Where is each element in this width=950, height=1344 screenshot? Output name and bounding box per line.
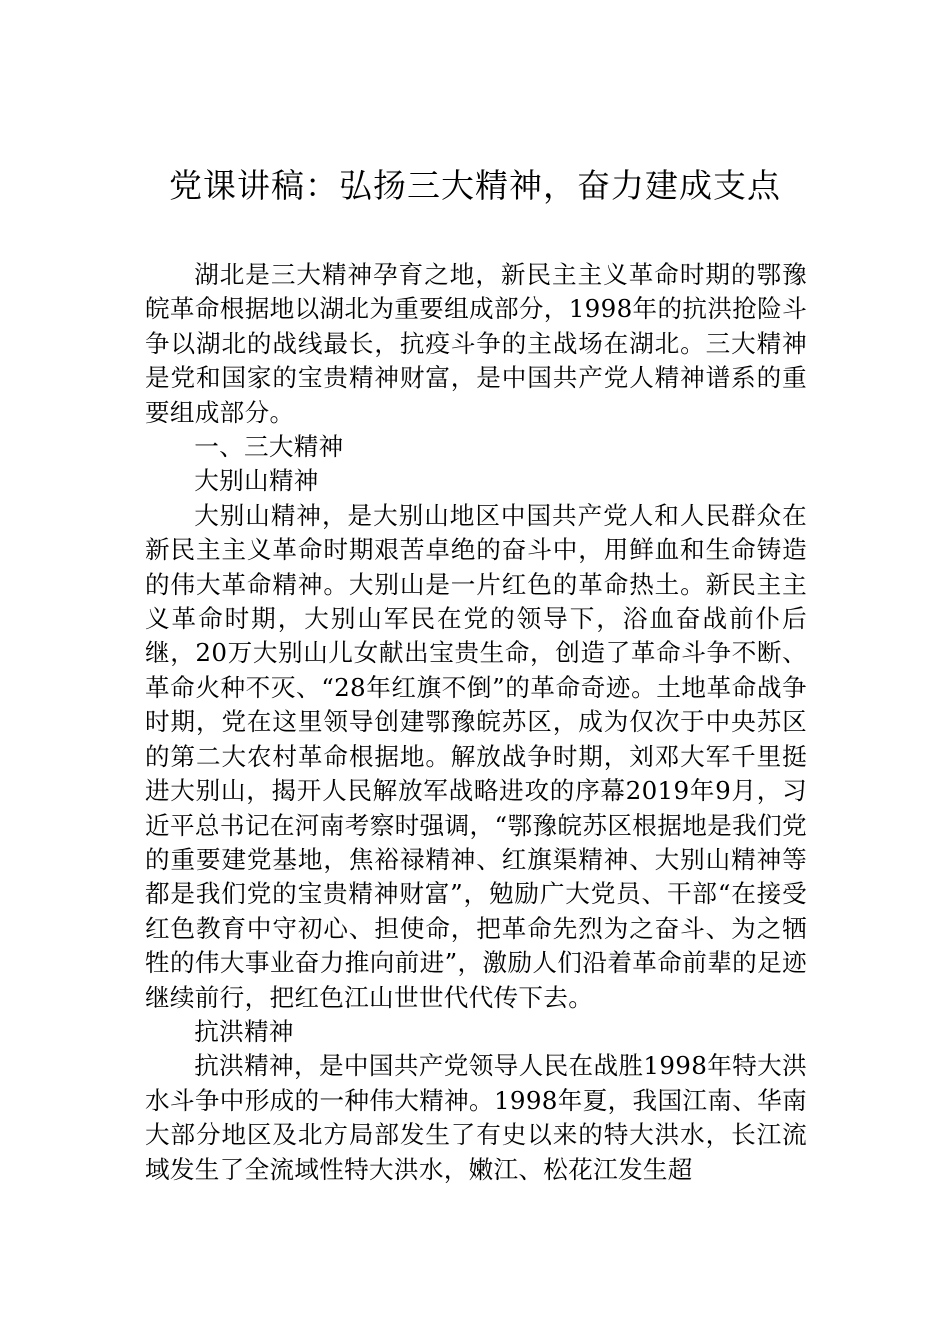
subheading-dabieshan-spirit: 大别山精神 [194,466,319,496]
document-title: 党课讲稿：弘扬三大精神，奋力建成支点 [169,166,781,205]
subheading-flood-spirit: 抗洪精神 [194,1016,294,1046]
paragraph-dabieshan: 大别山精神，是大别山地区中国共产党人和人民群众在新民主主义革命时期艰苦卓绝的奋斗中，用鲜血和生命铸造的伟大革命精神。大别山是一片红色的革命热土。新民主主义革命时期，大别山军民在党的领导下，浴血奋战前仆后继，20万大别山儿女献出宝贵生命，创造了革命斗争不断、革命火种不灭、“28年红旗不倒”的革命奇迹。土地革命战争时期，党在这里领导创建鄂豫皖苏区，成为仅次于中央苏区的第二大农村革命根据地。解放战争时期，刘邓大军千里挺进大别山，揭开人民解放军战略进攻的序幕2019年9月，习近平总书记在河南考察时强调，“鄂豫皖苏区根据地是我们党的重要建党基地，焦裕禄精神、红旗渠精神、大别山精神等都是我们党的宝贵精神财富”，勉励广大党员、干部“在接受红色教育中守初心、担使命，把革命先烈为之奋斗、为之牺牲的伟大事业奋力推向前进”，激励人们沿着革命前辈的足迹继续前行，把红色江山世世代代传下去。 [145,500,807,1012]
paragraph-intro: 湖北是三大精神孕育之地，新民主主义革命时期的鄂豫皖革命根据地以湖北为重要组成部分，1998年的抗洪抢险斗争以湖北的战线最长，抗疫斗争的主战场在湖北。三大精神是党和国家的宝贵精神财富，是中国共产党人精神谱系的重要组成部分。 [145,260,807,427]
section-heading-three-spirits: 一、三大精神 [194,432,344,462]
paragraph-flood: 抗洪精神，是中国共产党领导人民在战胜1998年特大洪水斗争中形成的一种伟大精神。1998年夏，我国江南、华南大部分地区及北方局部发生了有史以来的特大洪水，长江流域发生了全流域性特大洪水，嫩江、松花江发生超 [145,1051,807,1184]
document-body [145,258,807,1187]
